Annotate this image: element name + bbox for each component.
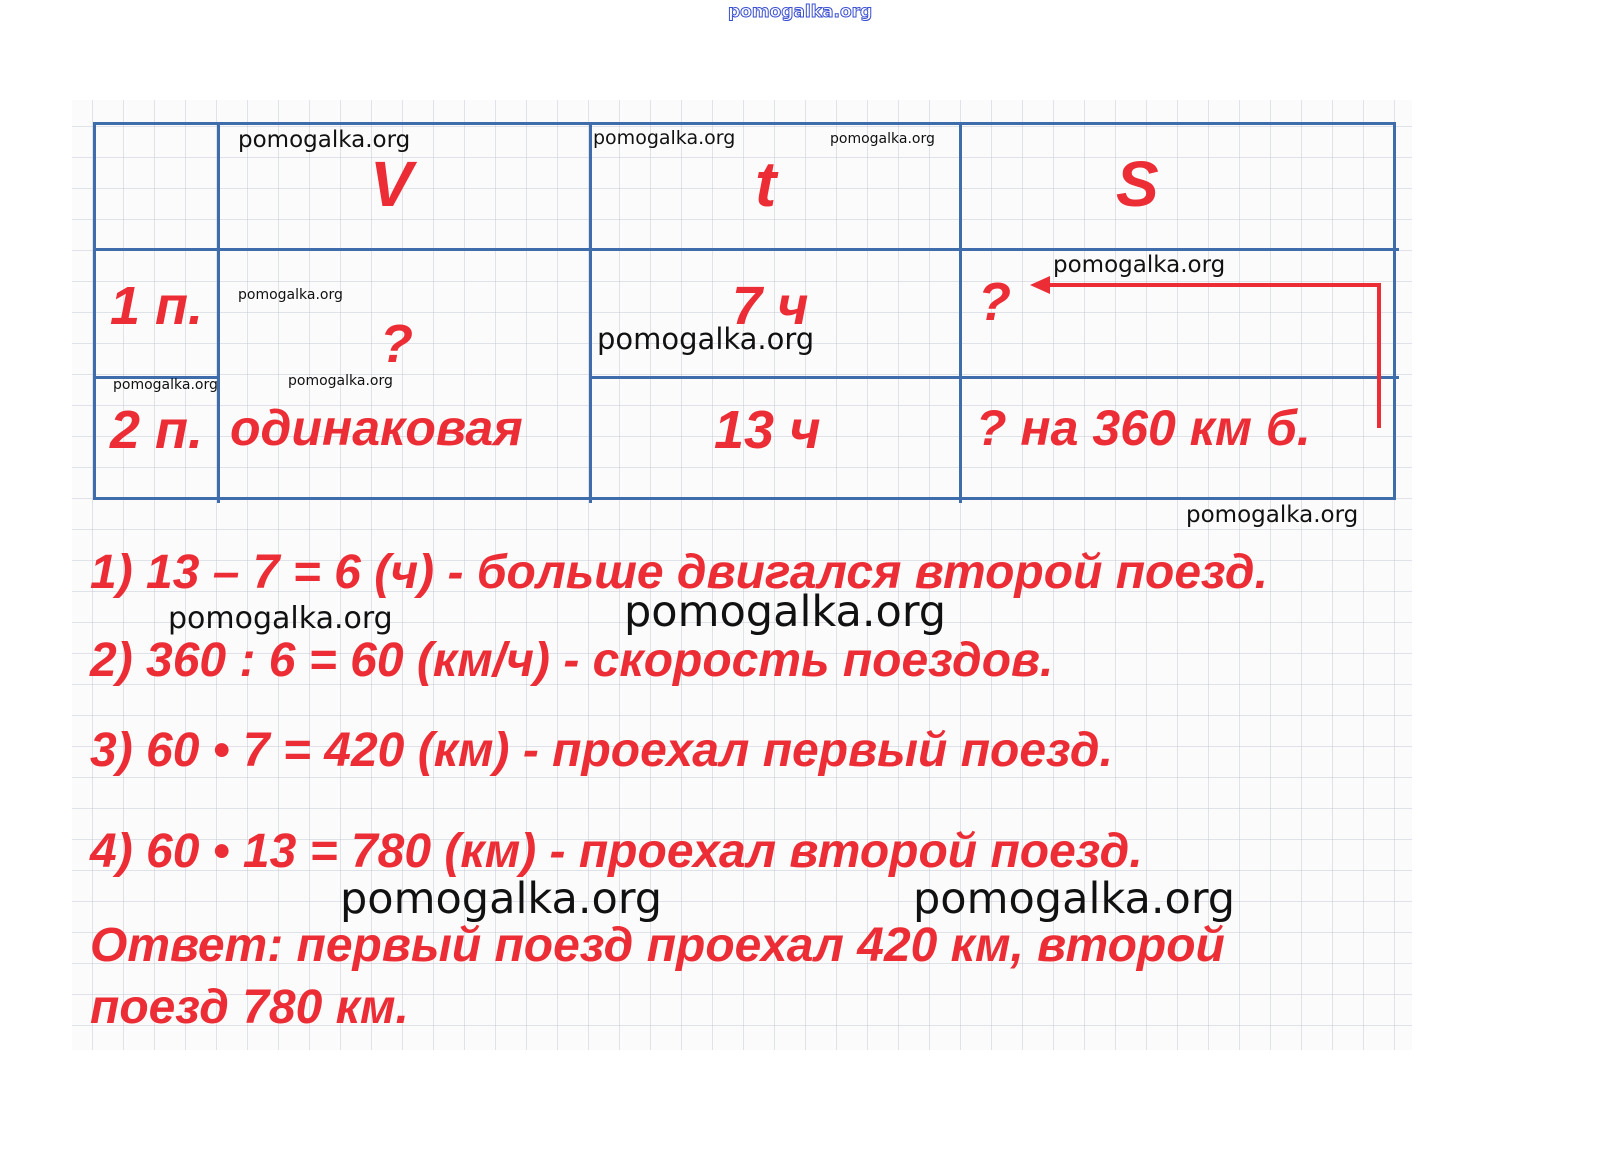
watermark: pomogalka.org [593,127,736,149]
row2-label-cell [96,379,220,503]
site-watermark-header: pomogalka.org [728,2,873,22]
row2-speed-value: одинаковая [230,400,523,456]
header-cell-distance [962,125,1399,251]
row2-distance-value: ? на 360 км б. [976,400,1311,456]
row1-speed-value: ? [380,314,413,374]
answer-line-1: Ответ: первый поезд проехал 420 км, второй [90,919,1225,972]
watermark: pomogalka.org [288,373,393,389]
header-speed-label: V [370,148,413,220]
problem-table [93,122,1396,500]
watermark: pomogalka.org [113,377,218,393]
row1-label: 1 п. [110,276,204,336]
watermark: pomogalka.org [597,322,815,356]
row2-speed-cell [220,379,592,503]
watermark: pomogalka.org [168,601,393,636]
header-time-label: t [755,148,777,220]
watermark: pomogalka.org [624,587,947,637]
table-corner-cell [96,125,220,251]
solution-step-4: 4) 60 • 13 = 780 (км) - проехал второй поезд. [90,825,1143,878]
row2-distance-cell [962,379,1399,503]
watermark: pomogalka.org [830,131,935,147]
watermark: pomogalka.org [913,874,1236,924]
watermark: pomogalka.org [1053,252,1226,278]
solution-step-2: 2) 360 : 6 = 60 (км/ч) - скорость поездов. [90,634,1054,687]
row1-speed-cell [220,251,592,379]
answer-line-2: поезд 780 км. [90,981,409,1034]
watermark: pomogalka.org [1186,502,1359,528]
row1-distance-value: ? [978,272,1011,332]
watermark: pomogalka.org [340,874,663,924]
watermark: pomogalka.org [238,127,411,153]
header-distance-label: S [1116,148,1159,220]
row2-time-value: 13 ч [714,400,821,460]
row2-time-cell [592,379,962,503]
row1-time-cell [592,251,962,379]
row2-label: 2 п. [110,400,204,460]
solution-step-3: 3) 60 • 7 = 420 (км) - проехал первый поезд. [90,724,1113,777]
watermark: pomogalka.org [238,287,343,303]
row1-time-value: 7 ч [732,276,809,336]
solution-step-1: 1) 13 – 7 = 6 (ч) - больше двигался второй поезд. [90,546,1268,599]
row1-label-cell [96,251,220,379]
